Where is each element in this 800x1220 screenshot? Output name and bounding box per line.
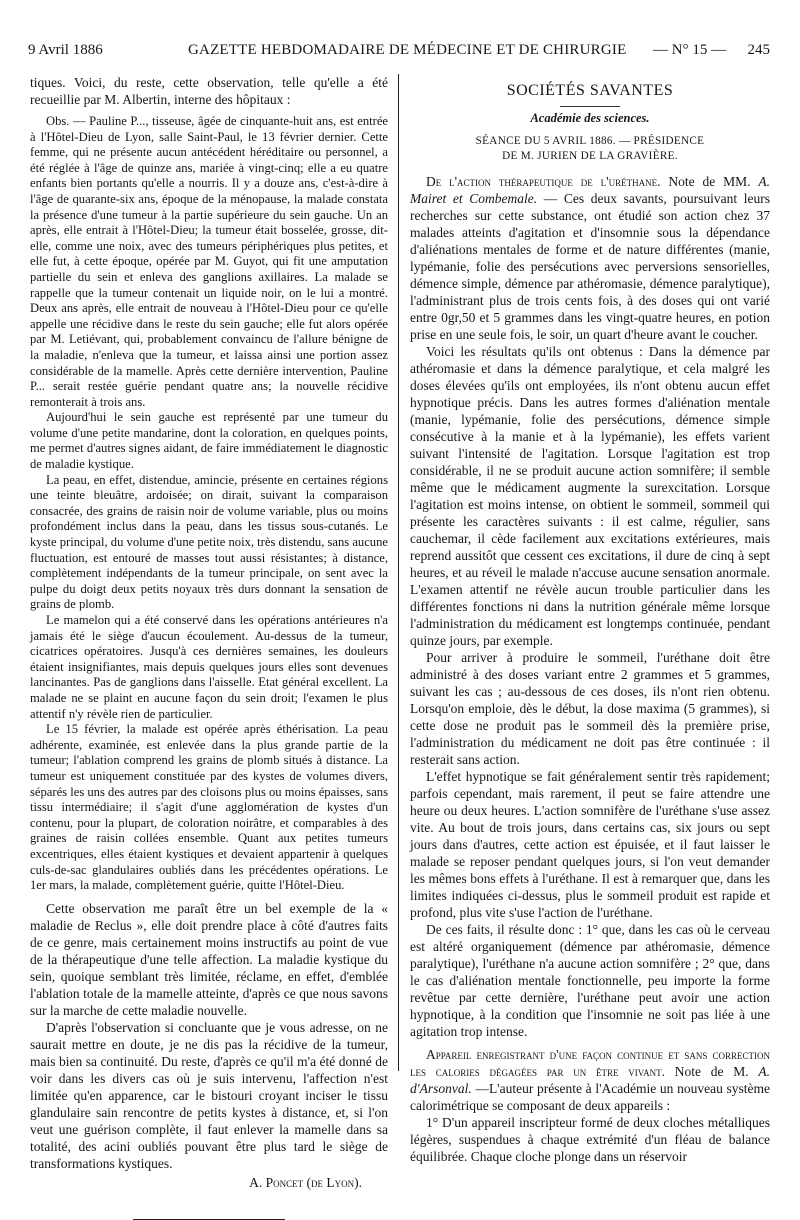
session-line: DE M. JURIEN DE LA GRAVIÈRE. (502, 150, 678, 162)
column-divider (398, 74, 399, 1071)
calorimeter-author: A. d'Arsonval. (410, 1064, 770, 1096)
calorimeter-description: 1° D'un appareil inscripteur formé de deux cloches métalliques légères, suspendues à chaque extrémité d'un fléau de balance équilibrée. Chaque cloche plonge dans un réservoir (410, 1115, 770, 1164)
discussion-paragraph: Cette observation me paraît être un bel exemple de la « maladie de Reclus », elle doit prendre place à côté d'autres faits de ce genre, mais certainement moins instructifs au point de vue de la thérapeutique d'une telle affection. La maladie kystique du sein, quoique semblant très limitée, réclame, en effet, d'emblée l'ablation totale de la mamelle atteinte, d'après ce que nous savons sur la marche de cette maladie nouvelle. (30, 900, 388, 1018)
calorimeter-article-title: Appareil enregistrant d'une façon continue et sans correction les calories dégagées par un être vivant. (410, 1047, 770, 1079)
urethane-summary: — Ces deux savants, poursuivant leurs recherches sur cette substance, ont étudié son action chez 37 malades atteints d'agitation et d'insomnie sous la dépendance d'aliénations mentales de forme et de nature différentes (manie, lypémanie, folie des persécutions avec perversions sensorielles, démence simple, démence par athéromasie, démence paralytique), l'administrant plus de trois cents fois, à des doses qui ont varié entre 0gr,50 et 5 grammes dans les vingt-quatre heures, en potion prise en une seule fois, le soir, un quart d'heure avant le coucher. (410, 191, 770, 342)
right-column (410, 74, 770, 1164)
section-title-rule (560, 106, 620, 107)
header-journal-title: GAZETTE HEBDOMADAIRE DE MÉDECINE ET DE CHIRURGIE (188, 42, 627, 58)
session-line: SÉANCE DU 5 AVRIL 1886. — PRÉSIDENCE (475, 135, 705, 147)
urethane-article-lead (410, 173, 770, 343)
observation-paragraph: Le 15 février, la malade est opérée après éthérisation. La peau adhérente, examinée, est enlevée dans la plus grande partie de la tumeur; l'ablation comprend les grains de plomb situés à distance. La tumeur est uniquement constituée par des kystes de volumes divers, séparés les uns des autres par des cloisons plus ou moins épaisses, sans tissu intermédiaire; il s'agit d'une agglomération de kystes d'un contenu, pour la plupart, de coloration noirâtre, et comparables à des graines de raisin collées ensemble. Quant aux petites tumeurs excentriques, elles étaient kystiques et devaient appartenir à quelques culs-de-sac glandulaires oubliés dans les précédentes opérations. Le 1er mars, la malade, complètement guérie, quitte l'Hôtel-Dieu. (30, 722, 388, 893)
note-label: Note de M. (664, 1064, 759, 1079)
urethane-conclusion-paragraph: De ces faits, il résulte donc : 1° que, dans les cas où le cerveau est altéré organiquement (démence par athéromasie, démence paralytique), l'uréthane n'a aucune action somnifère ; 2° que, dans le cas d'aliénation mentale fonctionnelle, peu importe la forme revêtue par cette dernière, l'uréthane peut avoir une action hypnotique, à la condition que l'insomnie ne soit pas liée à une agitation trop intense. (410, 922, 770, 1039)
author-signature: A. Poncet (de Lyon). (249, 1174, 362, 1190)
header-date: 9 Avril 1886 (28, 42, 103, 58)
intro-paragraph: tiques. Voici, du reste, cette observation, telle qu'elle a été recueillie par M. Albertin, interne des hôpitaux : (30, 75, 388, 107)
calorimeter-article-lead (410, 1046, 770, 1114)
calorimeter-summary: —L'auteur présente à l'Académie un nouveau système calorimétrique se composant de deux appareils : (410, 1081, 770, 1113)
observation-paragraph: Le mamelon qui a été conservé dans les opérations antérieures n'a jamais été le siège d'aucun écoulement. Au-dessus de la tumeur, cicatrices opératoires. Jusqu'à ces dernières semaines, les douleurs étaient insignifiantes, mais depuis quelques jours elles sont devenues lancinantes. Pas de ganglions dans l'aisselle. Etat général excellent. La malade ne se plaint en aucune façon du sein droit; l'examen le plus attentif n'y révèle rien de particulier. (30, 613, 388, 721)
header-page-number: 245 (747, 42, 770, 58)
academy-heading: Académie des sciences. (530, 111, 650, 125)
running-header (28, 42, 770, 64)
header-issue-number: — N° 15 — (653, 42, 727, 58)
urethane-results-paragraph: Voici les résultats qu'ils ont obtenus : Dans la démence par athéromasie et dans la démence paralytique, et cela malgré les doses élevées qu'ils ont employées, ils n'ont obtenu aucun effet hypnotique précis. Dans les autres formes d'aliénation mentale (manie, lypémanie, folie des persécutions, démence simple consécutive à la manie et à la lypémanie), les effets varient suivant l'intensité de l'agitation. Lorsque l'agitation est trop considérable, il ne se produit aucune action somnifère; il semble même que le médicament augmente la surexcitation. Lorsque l'agitation est moins intense, on obtient le sommeil, sommeil qui présente les caractères suivants : il est calme, régulier, sans cauchemar, il cède facilement aux excitations extérieures, mais reprend aussitôt que cessent ces excitations, il dure de cinq à sept heures, et au réveil le malade n'accuse aucune sensation anormale. L'examen attentif ne révèle aucun trouble particulier dans les différentes fonctions ni dans la nutrition générale même lorsque l'administration du médicament est longtemps continuée, pendant quinze jours, par exemple. (410, 344, 770, 648)
observation-paragraph: La peau, en effet, distendue, amincie, présente en certaines régions une teinte bleuâtre, ardoisée; on dirait, suivant la comparaison consacrée, des grains de raisin noir de volume variable, plus ou moins profondément inclus dans la peau, dans les tissus sous-cutanés. Le kyste principal, du volume d'une petite noix, très distendu, sans aucune fluctuation, est entouré de masses tout aussi résistantes; à distance, complètement indépendants de la tumeur principale, on sent avec la pulpe du doigt deux petits noyaux très durs donnant la sensation de grains de plomb. (30, 472, 388, 612)
section-title: SOCIÉTÉS SAVANTES (506, 82, 674, 99)
observation-paragraph: Aujourd'hui le sein gauche est représenté par une tumeur du volume d'une petite mandarine, dont la coloration, en quelques points, me permet d'autres signes aidant, de faire immédiatement le diagnostic de maladie kystique. (30, 410, 388, 472)
left-column (30, 74, 388, 1190)
note-label: Note de MM. (660, 174, 759, 189)
urethane-dosage-paragraph: Pour arriver à produire le sommeil, l'uréthane doit être administré à des doses variant entre 2 grammes et 5 grammes, suivant les cas ; au-dessous de ces doses, ils n'ont rien obtenu. Lorsqu'on emploie, dès le début, la dose maxima (5 grammes), si cette dose ne produit pas le sommeil dès la première prise, l'administration du médicament ne doit pas être continuée : il resterait sans action. (410, 650, 770, 767)
discussion-paragraph: D'après l'observation si concluante que je vous adresse, on ne saurait mettre en doute, je ne dis pas la récidive de la tumeur, mais bien sa continuité. Du reste, d'après ce qu'il m'a été donné de voir dans les divers cas où je suis intervenu, l'affection n'est limitée qu'en apparence, car le bistouri croyant inciser le tissu glandulaire sain rencontre de petits kystes à distance, et, si l'on veut une guérison complète, il faut enlever la mamelle dans sa totalité, des acini oubliés pouvant être plus tard le siège de transformations kystiques. (30, 1019, 388, 1171)
observation-paragraph: Obs. — Pauline P..., tisseuse, âgée de cinquante-huit ans, est entrée à l'Hôtel-Dieu de Lyon, salle Saint-Paul, le 13 février dernier. Cette femme, qui ne présente aucun antécédent héréditaire ou personnel, a été réglée à l'âge de quinze ans, mariée à vingt-cinq; elle a eu quatre enfants bien portants qu'elle a nourris. Il y a douze ans, c'est-à-dire à l'âge de quarante-six ans, époque de la ménopause, la malade constata la présence d'une tumeur à la partie supérieure du sein gauche. Un an après, elle entrait à l'Hôtel-Dieu; la tumeur était bosselée, grosse, dit-elle, comme une noix, avec des tumeurs périphériques plus petites, et elle fut, à cette époque, opérée par M. Guyot, qui fit une amputation partielle du sein et enleva des ganglions axillaires. La malade se rappelle que la tumeur contenait un liquide noir, on le lui a montré. Deux ans après, elle entrait de nouveau à l'Hôtel-Dieu pour ce qu'elle appelle une récidive dans le reste du sein gauche; elle fut alors opérée par M. Letiévant, qui, probablement convaincu de l'allure bénigne de la maladie, n'enleva que la tumeur, et laissa ainsi une portion assez considérable de la mamelle. Après cette dernière intervention, Pauline P... serait restée guérie pendant quatre ans; la nouvelle récidive remonterait à trois ans. (30, 114, 388, 409)
urethane-authors: A. Mairet et Combemale. (410, 174, 770, 206)
urethane-article-title: De l'action thérapeutique de l'uréthane. (426, 174, 661, 189)
urethane-effect-paragraph: L'effet hypnotique se fait généralement sentir très rapidement; parfois cependant, mais rarement, il peut se faire attendre une heure ou deux heures. L'action somnifère de l'uréthane s'use assez vite. Au bout de trois jours, dans certains cas, six jours ou sept jours dans d'autres, cette action est épuisée, et il faut laisser le malade se reposer pendant quelques jours, si l'on veut demander les mêmes bons effets à l'uréthane. Il est à remarquer que, dans les limites indiquées ci-dessus, plus le sommeil produit est rapide et profond, plus vite s'use l'action de l'uréthane. (410, 769, 770, 920)
